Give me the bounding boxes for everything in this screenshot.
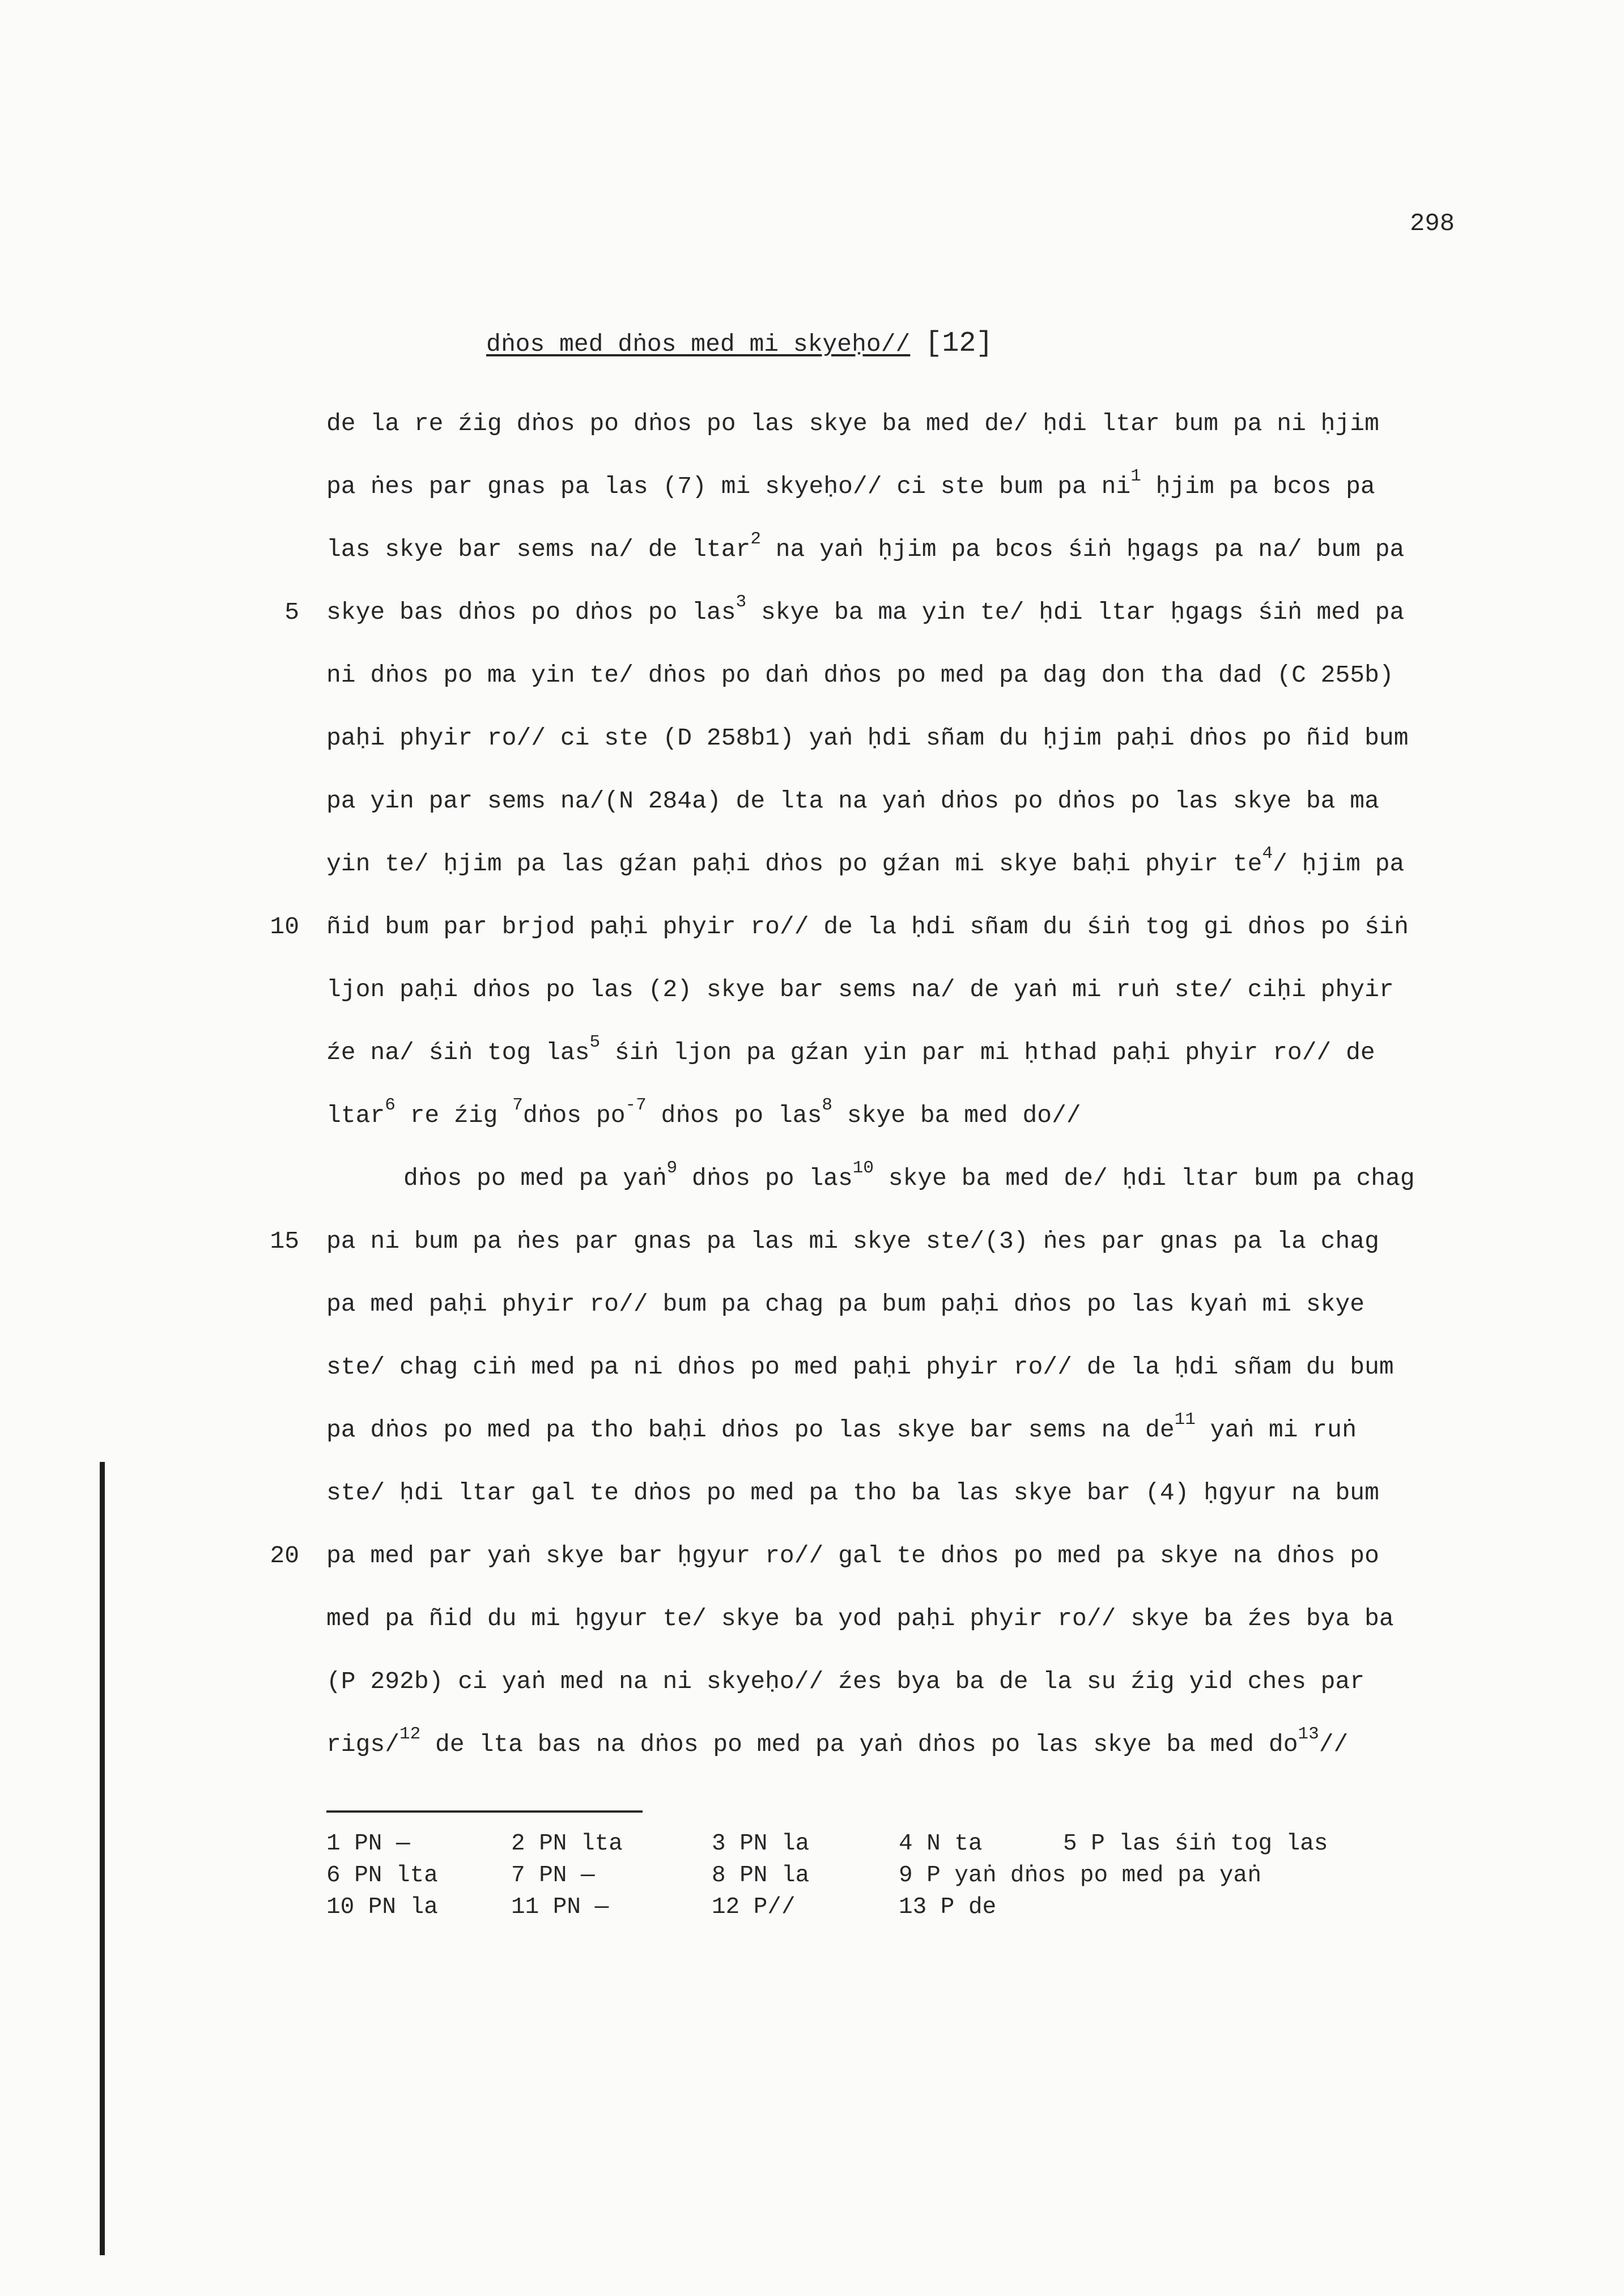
text-line xyxy=(326,518,1545,581)
footnote: 11 PN — xyxy=(511,1894,609,1920)
footnote: 7 PN — xyxy=(511,1863,595,1889)
text-line xyxy=(270,1524,1545,1587)
footnote: 5 P las śiṅ tog las xyxy=(1063,1831,1328,1857)
line-text: skye bas dṅos po dṅos po las$^3$ skye ba ma yin te/ ḥdi ltar ḥgags śiṅ med pa xyxy=(326,592,1405,626)
text-line xyxy=(326,1587,1545,1650)
text-line xyxy=(326,1147,1545,1210)
footnote: 6 PN lta xyxy=(326,1863,438,1889)
line-text: ste/ ḥdi ltar gal te dṅos po med pa tho ba las skye bar (4) ḥgyur na bum xyxy=(326,1479,1379,1507)
text-line xyxy=(326,1336,1545,1398)
text-line xyxy=(326,1273,1545,1336)
chapter-number: [12] xyxy=(925,328,993,360)
text-line xyxy=(326,1084,1545,1147)
chapter-title: dṅos med dṅos med mi skyeḥo// xyxy=(486,330,911,358)
text-line xyxy=(326,1021,1545,1084)
line-text: (P 292b) ci yaṅ med na ni skyeḥo// źes bya ba de la su źig yid ches par xyxy=(326,1668,1365,1695)
line-text: dṅos po med pa yaṅ$^9$ dṅos po las$^{10}$ skye ba med de/ ḥdi ltar bum pa chag xyxy=(403,1158,1415,1192)
line-text: yin te/ ḥjim pa las gźan paḥi dṅos po gźan mi skye baḥi phyir $te^4/$ ḥjim pa xyxy=(326,844,1405,878)
line-text: ñid bum par brjod paḥi phyir ro// de la ḥdi sñam du śiṅ tog gi dṅos po śiṅ xyxy=(326,913,1409,941)
text-line xyxy=(326,392,1545,455)
text-line xyxy=(326,455,1545,518)
text-line xyxy=(326,644,1545,707)
text-line xyxy=(326,707,1545,769)
line-number: 15 xyxy=(270,1227,299,1255)
text-line xyxy=(326,1398,1545,1461)
line-text: de la re źig dṅos po dṅos po las skye ba med de/ ḥdi ltar bum pa ni ḥjim xyxy=(326,410,1379,437)
line-text: pa ṅes par gnas pa las (7) mi skyeḥo// ci ste bum pa $ni^1$ ḥjim pa bcos pa xyxy=(326,466,1375,500)
text-line xyxy=(326,1650,1545,1713)
text-line xyxy=(326,1461,1545,1524)
line-text: pa med par yaṅ skye bar ḥgyur ro// gal te dṅos po med pa skye na dṅos po xyxy=(326,1542,1379,1570)
line-text: paḥi phyir ro// ci ste (D 258b1) yaṅ ḥdi sñam du ḥjim paḥi dṅos po ñid bum xyxy=(326,724,1409,752)
line-text: pa dṅos po med pa tho baḥi dṅos po las skye bar sems na $de^{11}$ yaṅ mi ruṅ xyxy=(326,1410,1357,1444)
line-text: ltar$^6$ re źig $^7$dṅos $po^{-7}$ dṅos po las$^8$ skye ba med do// xyxy=(326,1095,1081,1129)
line-number: 5 xyxy=(284,598,299,626)
footnote: 4 N ta xyxy=(899,1831,983,1857)
footnote: 2 PN lta xyxy=(511,1831,623,1857)
text-line xyxy=(284,581,1545,644)
line-text: pa med paḥi phyir ro// bum pa chag pa bum paḥi dṅos po las kyaṅ mi skye xyxy=(326,1290,1365,1318)
footnote-rule xyxy=(326,1810,643,1813)
line-text: med pa ñid du mi ḥgyur te/ skye ba yod paḥi phyir ro// skye ba źes bya ba xyxy=(326,1605,1394,1632)
line-text: pa yin par sems na/(N 284a) de lta na yaṅ dṅos po dṅos po las skye ba ma xyxy=(326,787,1379,815)
line-text: źe na/ śiṅ tog las$^5$ śiṅ ljon pa gźan yin par mi ḥthad paḥi phyir ro// de xyxy=(326,1032,1375,1066)
text-line xyxy=(326,832,1545,895)
binding-edge xyxy=(100,1462,105,2255)
footnote: 3 PN la xyxy=(712,1831,810,1857)
footnote: 13 P de xyxy=(899,1894,997,1920)
line-text: ni dṅos po ma yin te/ dṅos po daṅ dṅos po med pa dag don tha dad (C 255b) xyxy=(326,661,1394,689)
text-line xyxy=(326,958,1545,1021)
footnote: 1 PN — xyxy=(326,1831,410,1857)
footnote: 12 P// xyxy=(712,1894,796,1920)
page-number: 298 xyxy=(1410,210,1455,238)
line-text: ste/ chag ciṅ med pa ni dṅos po med paḥi phyir ro// de la ḥdi sñam du bum xyxy=(326,1353,1394,1381)
text-line xyxy=(270,895,1545,958)
line-text: rigs/$^{12}$ de lta bas na dṅos po med pa yaṅ dṅos po las skye ba med $do^{13}//$ xyxy=(326,1724,1349,1758)
line-text: ljon paḥi dṅos po las (2) skye bar sems na/ de yaṅ mi ruṅ ste/ ciḥi phyir xyxy=(326,976,1394,1004)
footnote: 9 P yaṅ dṅos po med pa yaṅ xyxy=(899,1863,1261,1889)
text-line xyxy=(326,1713,1545,1776)
text-line xyxy=(326,769,1545,832)
chapter-heading xyxy=(486,328,993,360)
line-number: 20 xyxy=(270,1542,299,1570)
footnote: 10 PN la xyxy=(326,1894,438,1920)
line-text: pa ni bum pa ṅes par gnas pa las mi skye ste/(3) ṅes par gnas pa la chag xyxy=(326,1227,1379,1255)
text-line xyxy=(270,1210,1545,1273)
line-number: 10 xyxy=(270,913,299,941)
line-text: las skye bar sems na/ de ltar$^2$ na yaṅ ḥjim pa bcos śiṅ ḥgags pa na/ bum pa xyxy=(326,529,1405,563)
body-text xyxy=(270,392,1545,1776)
footnote: 8 PN la xyxy=(712,1863,810,1889)
